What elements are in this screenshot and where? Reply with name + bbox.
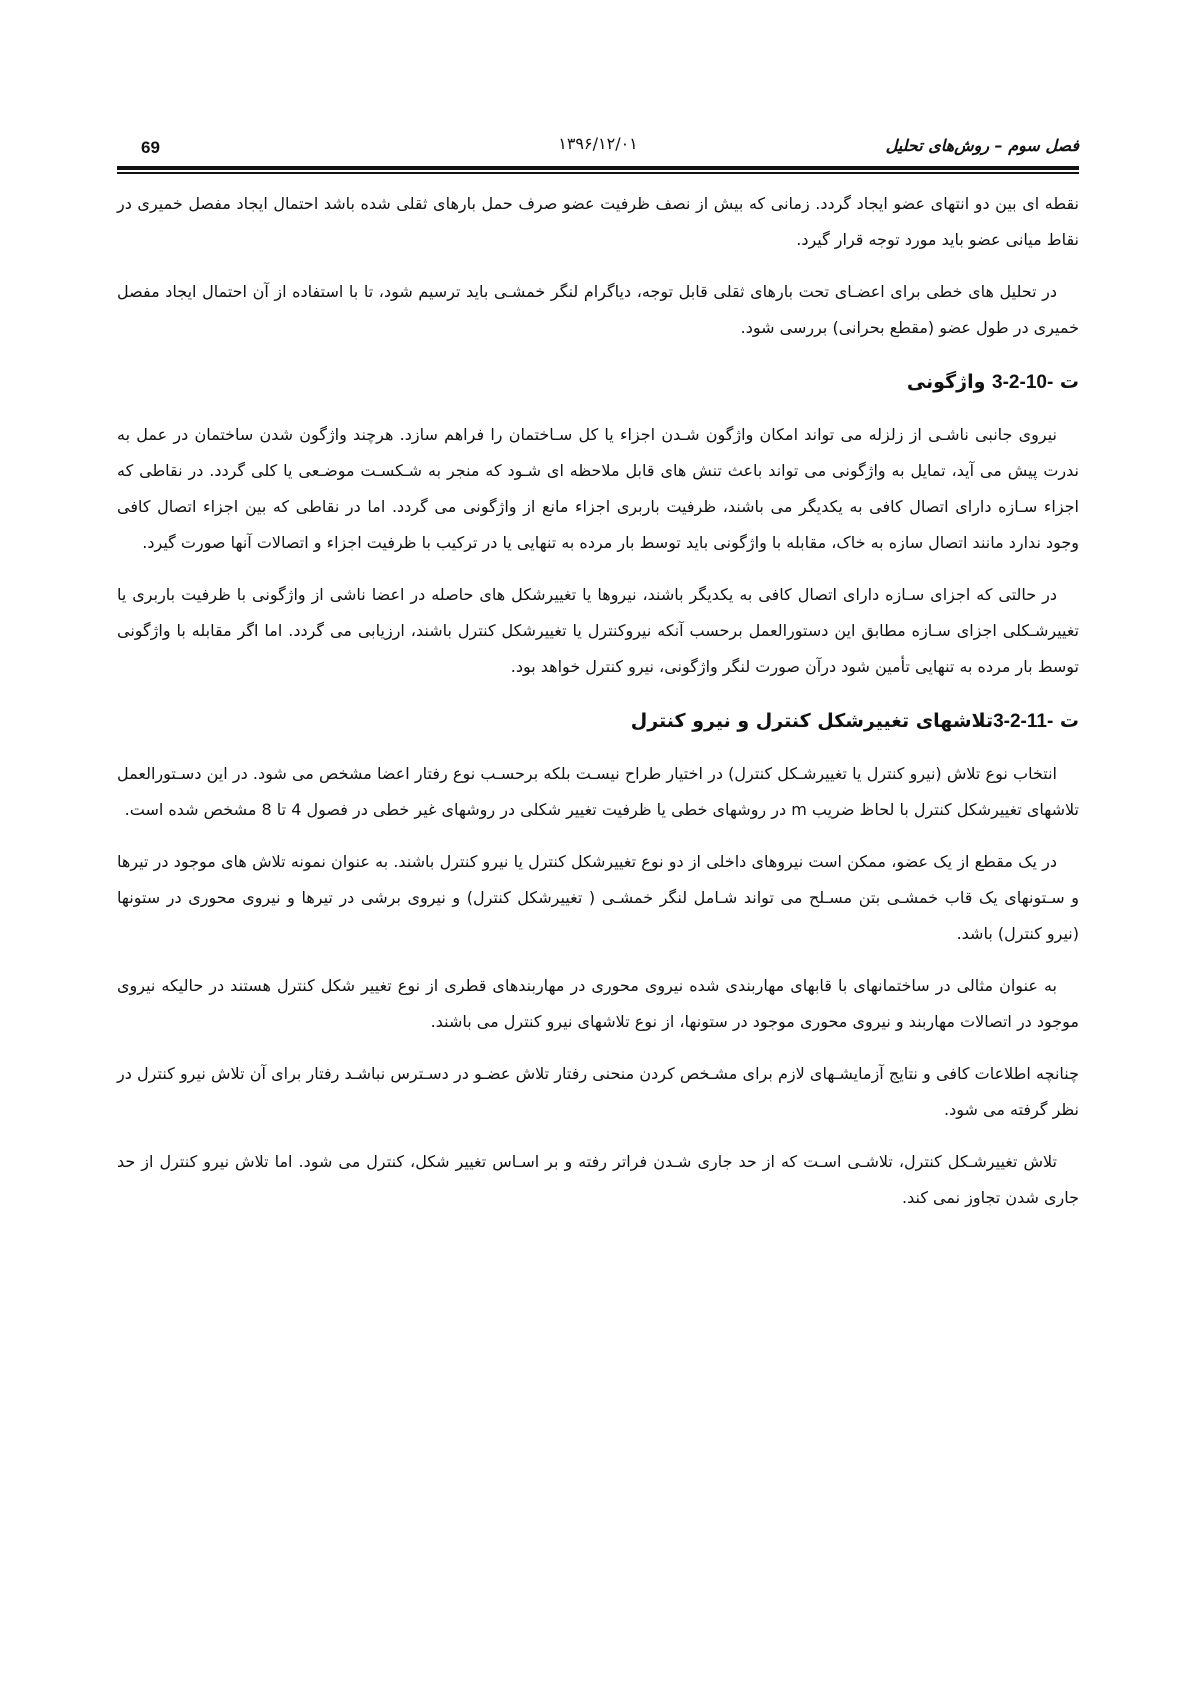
heading-title: واژگونی <box>906 371 993 393</box>
heading-prefix: ت <box>1053 371 1079 393</box>
body-text <box>117 186 1079 1232</box>
page-number: 69 <box>141 138 160 157</box>
header-date: ۱۳۹۶/۱۲/۰۱ <box>558 134 638 153</box>
paragraph: در تحلیل های خطی برای اعضـای تحت بارهای ثقلی قابل توجه، دیاگرام لنگر خمشـی باید ترسیم شود، تا با استفاده از آن احتمال ایجاد مفصل خمیری در طول عضو (مقطع بحرانی) بررسی شود. <box>117 282 1079 337</box>
paragraph: در یک مقطع از یک عضو، ممکن است نیروهای داخلی از دو نوع تغییرشکل کنترل یا نیرو کنترل باشند. به عنوان نمونه تلاش های موجود در تیرها و سـتونهای یک قاب خمشـی بتن مسـلح می تواند شـامل لنگر خمشـی ( تغییرشکل کنترل) و نیروی برشی در تیرها و نیروی محوری در ستونها (نیرو کنترل) باشد. <box>117 852 1079 943</box>
heading-title: تلاشهای تغییرشکل کنترل و نیرو کنترل <box>630 710 994 732</box>
paragraph: چنانچه اطلاعات کافی و نتایج آزمایشـهای لازم برای مشـخص کردن منحنی رفتار تلاش عضـو در دسـترس نباشـد رفتار برای آن تلاش نیرو کنترل در نظر گرفته می شود. <box>117 1064 1079 1119</box>
paragraph: تلاش تغییرشـکل کنترل، تلاشـی اسـت که از حد جاری شـدن فراتر رفته و بر اسـاس تغییر شکل، کنترل می شود. اما تلاش نیرو کنترل از حد جاری شدن تجاوز نمی کند. <box>117 1152 1079 1207</box>
heading-number: 3-2-10- <box>992 372 1054 393</box>
chapter-title: فصل سوم – روش‌های تحلیل <box>885 136 1079 155</box>
heading-number: 3-2-11- <box>993 711 1054 732</box>
section-heading-overturning <box>117 366 1079 399</box>
paragraph: انتخاب نوع تلاش (نیرو کنترل یا تغییرشـکل کنترل) در اختیار طراح نیسـت بلکه برحسـب نوع رفتار اعضا مشخص می شود. در این دسـتورالعمل تلاشهای تغییرشکل کنترل با لحاظ ضریب m در روشهای خطی یا ظرفیت تغییر شکلی در روشهای غیر خطی در فصول 4 تا 8 مشخص شده است. <box>117 764 1079 819</box>
heading-prefix: ت <box>1053 710 1079 732</box>
header-rule <box>117 166 1079 170</box>
section-heading-actions <box>117 705 1079 738</box>
paragraph: در حالتی که اجزای سـازه دارای اتصال کافی به یکدیگر باشند، نیروها یا تغییرشکل های حاصله در اعضا ناشی از واژگونی با ظرفیت باربری یا تغییرشـکلی اجزای سـازه مطابق این دستورالعمل برحسب آنکه نیروکنترل یا تغییرشکل کنترل باشند، ارزیابی می گردد. اما اگر مقابله با واژگونی توسط بار مرده به تنهایی تأمین شود درآن صورت لنگر واژگونی، نیرو کنترل خواهد بود. <box>117 585 1079 676</box>
header-rule-thin <box>117 172 1079 174</box>
paragraph: به عنوان مثالی در ساختمانهای با قابهای مهاربندی شده نیروی محوری در مهاربندهای قطری از نوع تغییر شکل کنترل هستند در حالیکه نیروی موجود در اتصالات مهاربند و نیروی محوری موجود در ستونها، از نوع تلاشهای نیرو کنترل می باشند. <box>117 976 1079 1031</box>
paragraph: نقطه ای بین دو انتهای عضو ایجاد گردد. زمانی که بیش از نصف ظرفیت عضو صرف حمل بارهای ثقلی شده باشد احتمال ایجاد مفصل خمیری در نقاط میانی عضو باید مورد توجه قرار گیرد. <box>117 194 1079 249</box>
paragraph: نیروی جانبی ناشـی از زلزله می تواند امکان واژگون شـدن اجزاء یا کل سـاختمان را فراهم سازد. هرچند واژگون شدن ساختمان در عمل به ندرت پیش می آید، تمایل به واژگونی می تواند باعث تنش های قابل ملاحظه ای شـود که منجر به شـکسـت موضـعی یا کلی گردد. در نقاطی که اجزاء سـازه دارای اتصال کافی به یکدیگر می باشند، ظرفیت باربری اجزاء مانع از واژگونی می گردد. اما در نقاطی که بین اجزاء اتصال کافی وجود ندارد مانند اتصال سازه به خاک، مقابله با واژگونی باید توسط بار مرده به تنهایی یا در ترکیب با ظرفیت اجزاء و اتصالات آنها صورت گیرد. <box>117 425 1079 552</box>
page-header <box>117 128 1079 168</box>
